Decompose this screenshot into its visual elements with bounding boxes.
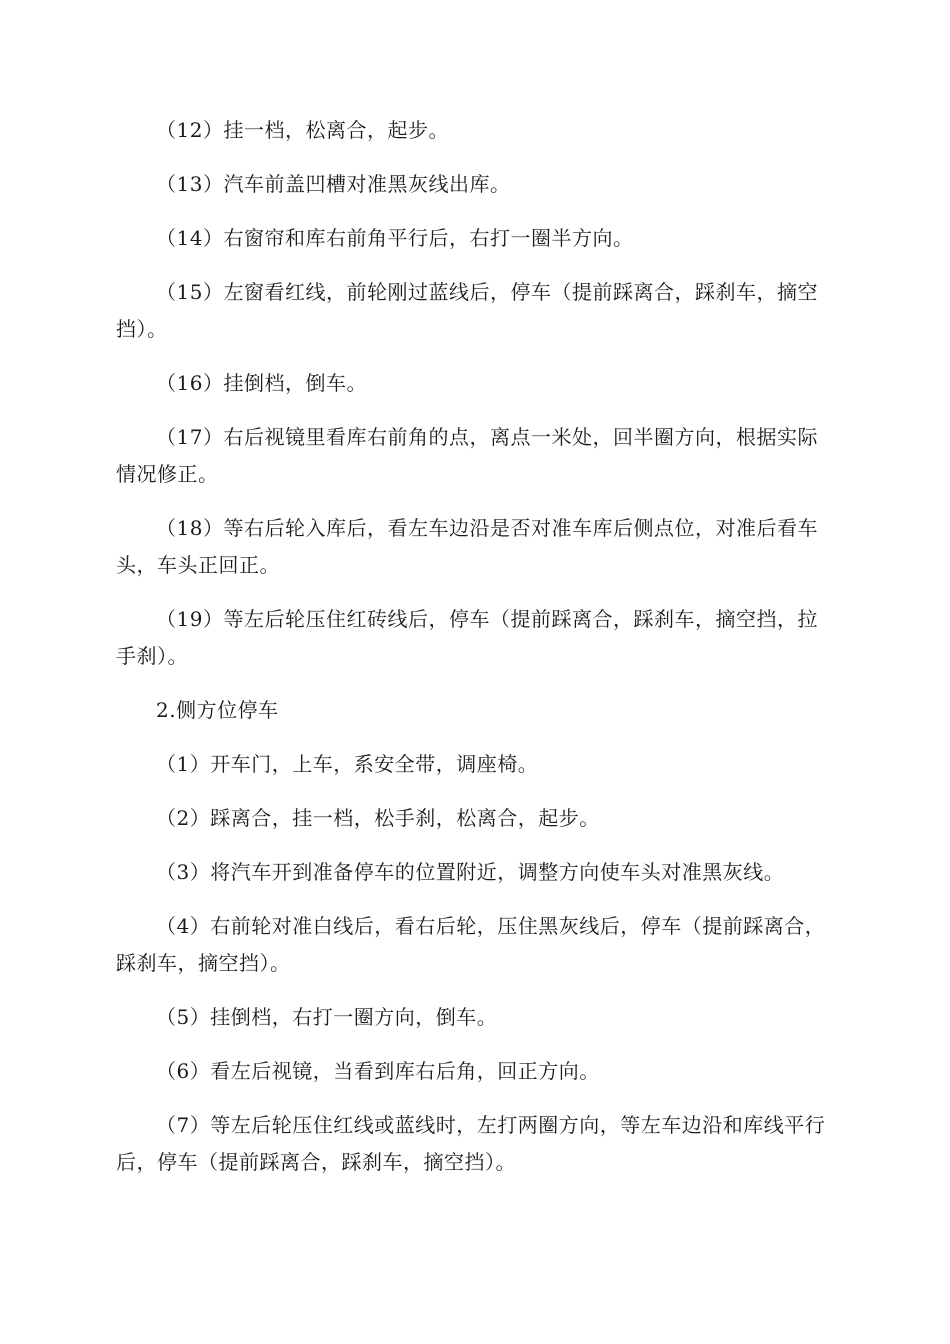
paragraph-step-3: （3）将汽车开到准备停车的位置附近，调整方向使车头对准黑灰线。 [156,860,785,884]
paragraph-step-4: （4）右前轮对准白线后，看右后轮，压住黑灰线后，停车（提前踩离合，踩刹车，摘空挡）。 [116,914,826,975]
paragraph-step-13: （13）汽车前盖凹槽对准黑灰线出库。 [156,172,511,196]
paragraph-step-6: （6）看左后视镜，当看到库右后角，回正方向。 [156,1059,600,1083]
section-heading: 2.侧方位停车 [156,698,279,722]
paragraph-step-1: （1）开车门，上车，系安全带，调座椅。 [156,752,539,776]
paragraph-step-17: （17）右后视镜里看库右前角的点，离点一米处，回半圈方向，根据实际情况修正。 [116,425,818,486]
paragraph-step-18: （18）等右后轮入库后，看左车边沿是否对准车库后侧点位，对准后看车头，车头正回正。 [116,516,818,577]
paragraph-step-12: （12）挂一档，松离合，起步。 [156,118,449,142]
paragraph-step-2: （2）踩离合，挂一档，松手刹，松离合，起步。 [156,806,600,830]
paragraph-step-16: （16）挂倒档，倒车。 [156,371,367,395]
paragraph-step-5: （5）挂倒档，右打一圈方向，倒车。 [156,1005,498,1029]
paragraph-step-19: （19）等左后轮压住红砖线后，停车（提前踩离合，踩刹车，摘空挡，拉手刹）。 [116,607,818,668]
document-body [116,112,836,1181]
paragraph-step-15: （15）左窗看红线，前轮刚过蓝线后，停车（提前踩离合，踩刹车，摘空挡）。 [116,280,818,341]
paragraph-step-7: （7）等左后轮压住红线或蓝线时，左打两圈方向，等左车边沿和库线平行后，停车（提前踩离合，踩刹车，摘空挡）。 [116,1113,826,1174]
paragraph-step-14: （14）右窗帘和库右前角平行后，右打一圈半方向。 [156,226,634,250]
